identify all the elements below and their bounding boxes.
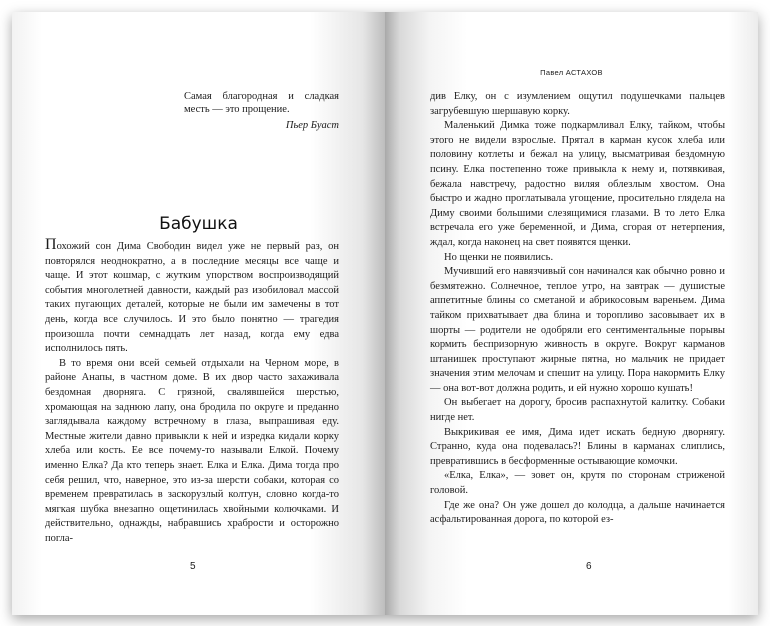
paragraph: Где же она? Он уже дошел до колодца, а дальше начинается асфальтированная дорога, по которой ез-: [430, 499, 725, 526]
paragraph: Похожий сон Дима Свободин видел уже не первый раз, он повторялся неоднократно, а в последние месяцы все чаще и чаще. И этот кошмар, с жутким упорством воспроизводящий события многолетней давности, каждый раз изобиловал массой таких пугающих деталей, которые не были им замечены в тот день, когда все случилось. И это было понятно — трагедия произошла почти семнадцать лет назад, когда ему едва исполнилось пять.: [45, 236, 339, 355]
paragraph: Маленький Димка тоже подкармливал Елку, тайком, чтобы этого не видели взрослые. Прятал в карман кусок хлеба или половину котлеты и бежал на улицу, высматривая бездомную псину. Елка постепенно тоже привыкла к нему и, потявкивая, бежала навстречу, радостно виляя облезлым хвостом. Она быстро и жадно проглатывала угощение, просительно глядела на Диму своими большими слезящимися глазами. В то лето Елка встречала его уже беременной, и Дима, сгорая от нетерпения, ждал, когда наконец на свет появятся щенки.: [430, 120, 725, 248]
left-page-text: [45, 238, 339, 546]
paragraph: «Елка, Елка», — зовет он, крутя по сторонам стриженой головой.: [430, 470, 725, 497]
paragraph: Он выбегает на дорогу, бросив распахнутой калитку. Собаки нигде нет.: [430, 397, 725, 424]
page-number: 6: [586, 561, 592, 572]
chapter-title: Бабушка: [159, 214, 238, 234]
open-book: [12, 12, 758, 615]
epigraph-author: Пьер Буаст: [285, 120, 339, 131]
paragraph: Но щенки не появились.: [444, 251, 554, 263]
dropcap: П: [45, 236, 57, 253]
paragraph: В то время они всей семьей отдыхали на Черном море, в районе Анапы, в частном доме. В их двор часто захаживала бездомная дворняга. С грязной, свалявшейся шерстью, хромающая на заднюю лапу, она бродила по округе и преданно заглядывала каждому встречному в глаза, выпрашивая еду. Местные жители давно привыкли к ней и изредка кидали корку хлеба или кость. Ее все почему-то называли Елкой. Почему именно Елка? Да кто теперь знает. Елка и Елка. Дима тогда про себя решил, что, наверное, это из-за шерсти собаки, которая со временем превратилась в заскорузлый колтун, словно когда-то мягкая шубка внезапно ощетинилась хвойными колючками. И действительно, однажды, набравшись храбрости и осторожно погла-: [45, 357, 339, 544]
right-page: [385, 12, 758, 615]
epigraph: Самая благородная и сладкая месть — это прощение.: [184, 91, 339, 115]
paragraph: Выкрикивая ее имя, Дима идет искать бедную дворнягу. Странно, куда она подевалась?! Блины в карманах слиплись, превратившись в бесформенные остывающие комочки.: [430, 426, 725, 467]
running-head: Павел АСТАХОВ: [540, 68, 603, 77]
page-number: 5: [190, 561, 196, 572]
right-page-text: [430, 90, 725, 528]
left-page: [12, 12, 385, 615]
paragraph: див Елку, он с изумлением ощутил подушечками пальцев загрубевшую шершавую корку.: [430, 91, 725, 117]
paragraph: Мучивший его навязчивый сон начинался как обычно ровно и безмятежно. Солнечное, теплое утро, на завтрак — душистые аппетитные блины со сметаной и абрикосовым вареньем. Дима тайком прихватывает два блина и торопливо засовывает их в шорты — родители не одобряли его сентиментальные порывы кормить беспризорную живность в округе. Вокруг карманов штанишек проступают жирные пятна, но мальчик не придает значения этим мелочам и спешит на улицу. Пора накормить Елку — она вот-вот должна родить, и ей нужно хорошо кушать!: [430, 266, 725, 394]
